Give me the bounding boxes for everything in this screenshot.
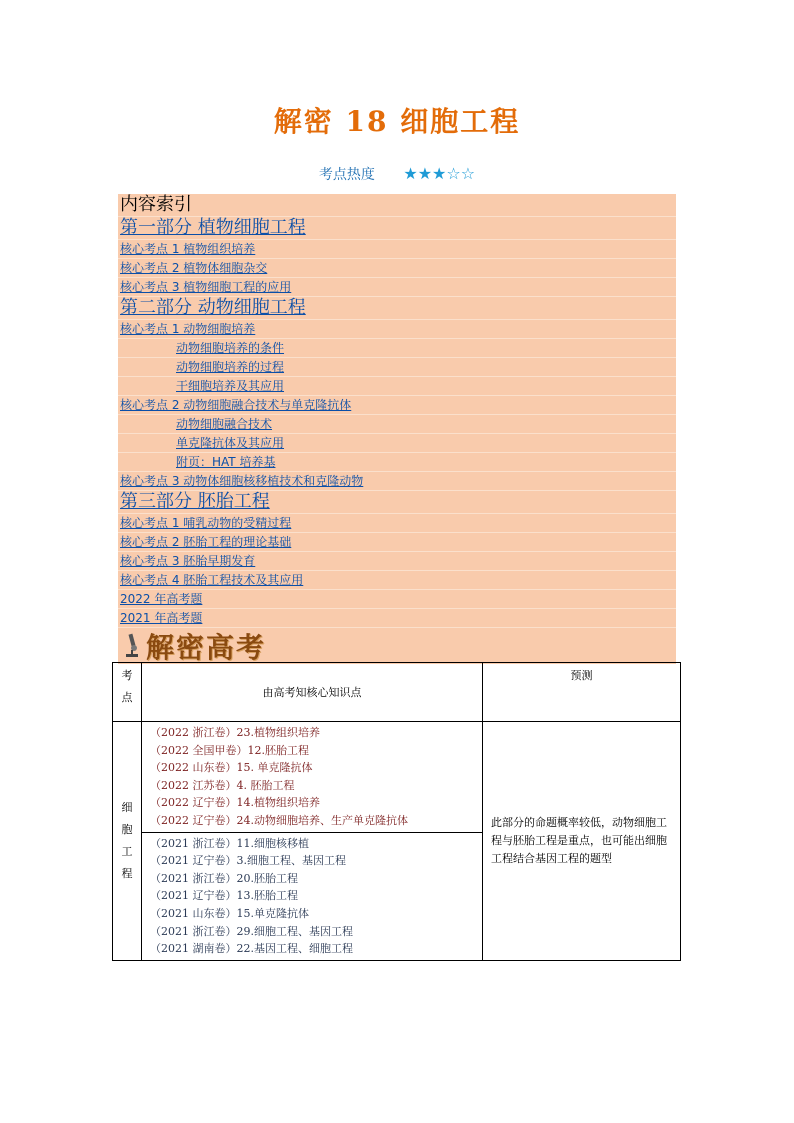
header-prediction: 预测: [483, 663, 681, 722]
exam-item: （2022 辽宁卷）14.植物组织培养: [150, 796, 320, 810]
toc-item-link[interactable]: 核心考点 2 植物体细胞杂交: [118, 259, 676, 278]
toc-item-link[interactable]: 核心考点 3 胚胎早期发育: [118, 552, 676, 571]
microscope-icon: [122, 632, 142, 660]
table-header-row: [113, 663, 681, 722]
toc-item-link[interactable]: 动物细胞融合技术: [118, 415, 676, 434]
exam-item: （2022 全国甲卷）12.胚胎工程: [150, 743, 309, 757]
toc-item-link[interactable]: 动物细胞培养的条件: [118, 339, 676, 358]
toc-item-link[interactable]: 2022 年高考题: [118, 590, 676, 609]
toc-item-link[interactable]: 动物细胞培养的过程: [118, 358, 676, 377]
toc-item-link[interactable]: 核心考点 2 胚胎工程的理论基础: [118, 533, 676, 552]
header-kaodian: 考 点: [113, 663, 142, 722]
toc-item-link[interactable]: 干细胞培养及其应用: [118, 377, 676, 396]
exam-item: （2021 湖南卷）22.基因工程、细胞工程: [150, 942, 353, 956]
toc-part-link[interactable]: 第二部分 动物细胞工程: [118, 297, 676, 320]
group-2022: [142, 722, 482, 832]
exam-item: （2021 山东卷）15.单克隆抗体: [150, 906, 309, 920]
header-knowledge: 由高考知核心知识点: [142, 663, 483, 722]
exam-table: [112, 662, 681, 961]
toc-item-link[interactable]: 核心考点 4 胚胎工程技术及其应用: [118, 571, 676, 590]
toc-item-link[interactable]: 核心考点 1 动物细胞培养: [118, 320, 676, 339]
exam-item: （2022 山东卷）15. 单克隆抗体: [150, 761, 313, 775]
exam-item: （2021 浙江卷）20.胚胎工程: [150, 871, 298, 885]
exam-item: （2022 浙江卷）23.植物组织培养: [150, 726, 320, 739]
page-title: 解密 18 细胞工程: [273, 105, 521, 138]
prediction-cell: 此部分的命题概率较低，动物细胞工程与胚胎工程是重点，也可能出细胞工程结合基因工程的题型: [483, 722, 681, 961]
banner-text: 解密高考: [146, 631, 267, 664]
toc-item-link[interactable]: 核心考点 3 植物细胞工程的应用: [118, 278, 676, 297]
exam-item: （2021 浙江卷）11.细胞核移植: [150, 836, 309, 850]
group-2021: [142, 832, 482, 960]
exam-banner: [118, 628, 676, 664]
hotness-label: 考点热度: [318, 167, 375, 183]
toc-item-link[interactable]: 单克隆抗体及其应用: [118, 434, 676, 453]
toc-header: 内容索引: [118, 194, 676, 217]
category-cell: 细 胞 工 程: [113, 722, 142, 961]
exam-item: （2021 浙江卷）29.细胞工程、基因工程: [150, 924, 353, 938]
content-index: [118, 194, 676, 664]
toc-item-link[interactable]: 核心考点 3 动物体细胞核移植技术和克隆动物: [118, 472, 676, 491]
knowledge-list: [142, 722, 483, 961]
toc-item-link[interactable]: 附页：HAT 培养基: [118, 453, 676, 472]
toc-item-link[interactable]: 核心考点 1 植物组织培养: [118, 240, 676, 259]
toc-item-link[interactable]: 核心考点 1 哺乳动物的受精过程: [118, 514, 676, 533]
exam-item: （2021 辽宁卷）13.胚胎工程: [150, 889, 298, 903]
toc-list: [118, 217, 676, 628]
toc-item-link[interactable]: 核心考点 2 动物细胞融合技术与单克隆抗体: [118, 396, 676, 415]
hotness-stars: ★★★☆☆: [403, 164, 476, 183]
toc-part-link[interactable]: 第三部分 胚胎工程: [118, 491, 676, 514]
exam-item: （2022 辽宁卷）24.动物细胞培养、生产单克隆抗体: [150, 813, 408, 827]
toc-part-link[interactable]: 第一部分 植物细胞工程: [118, 217, 676, 240]
table-row: [113, 722, 681, 961]
hotness-line: [0, 164, 794, 184]
toc-item-link[interactable]: 2021 年高考题: [118, 609, 676, 628]
exam-item: （2022 江苏卷）4. 胚胎工程: [150, 778, 295, 792]
exam-item: （2021 辽宁卷）3.细胞工程、基因工程: [150, 854, 346, 868]
